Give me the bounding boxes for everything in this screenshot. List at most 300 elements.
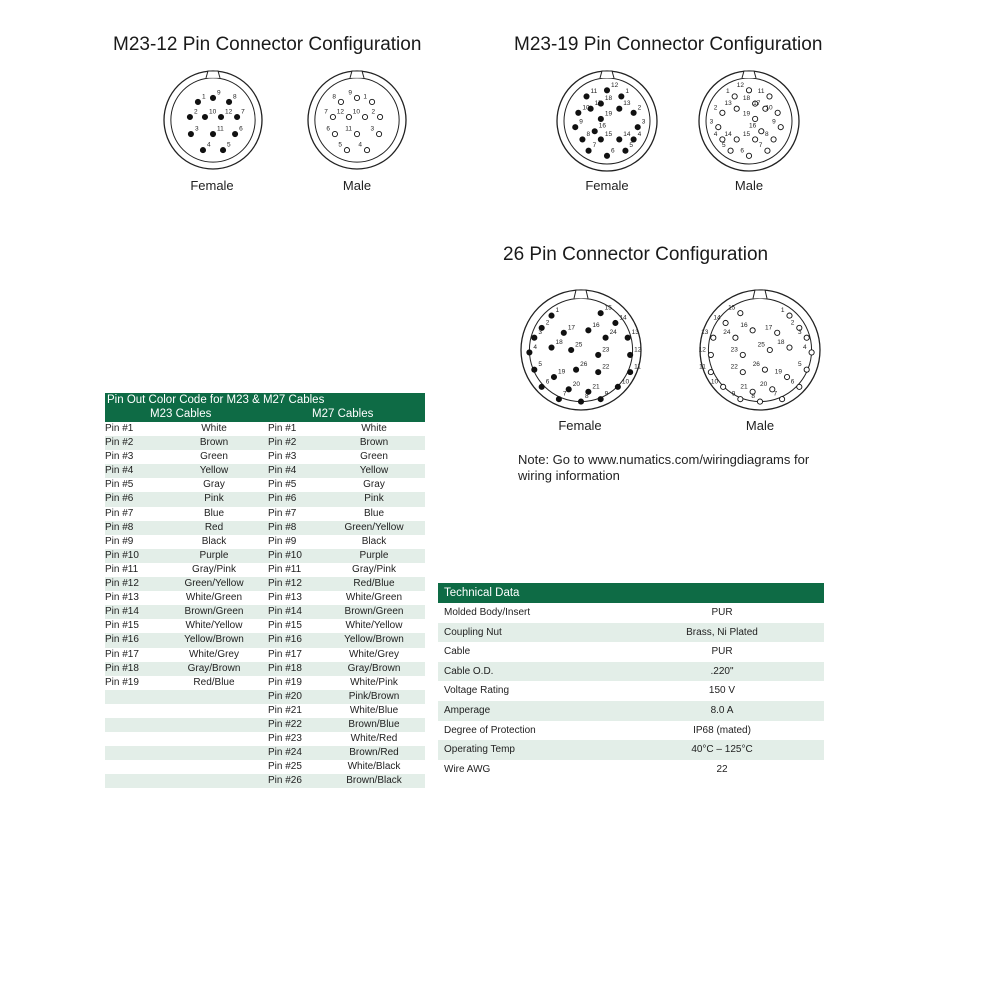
m23-color: White/Green (185, 592, 243, 604)
pin-number: 22 (730, 363, 738, 371)
spec-value: Brass, Ni Plated (686, 626, 758, 638)
m27-color: White (361, 423, 387, 434)
pin-number: 11 (217, 125, 224, 133)
pin-contact (598, 397, 603, 402)
pin-number: 8 (233, 93, 237, 101)
pin-contact (202, 114, 207, 119)
pin-contact (759, 129, 764, 134)
table-row (105, 732, 425, 746)
pin-contact (740, 370, 745, 375)
pin-number: 26 (580, 361, 588, 369)
m23-pin: Pin #4 (105, 465, 134, 477)
pin-contact (344, 148, 349, 153)
pin-number: 9 (217, 89, 221, 97)
pin-number: 7 (324, 108, 328, 116)
m23-color: Red/Blue (193, 676, 235, 688)
pin-number: 4 (358, 141, 363, 149)
m27-pin: Pin #14 (268, 606, 302, 618)
table-row (438, 740, 824, 760)
m23-color: Green (200, 451, 228, 463)
pin-number: 15 (604, 130, 613, 138)
m23-pin: Pin #8 (105, 521, 134, 533)
pin-number: 21 (740, 383, 748, 391)
pin-contact (623, 148, 628, 153)
m12-male-connector (307, 70, 407, 170)
pin-number: 4 (637, 130, 642, 138)
m23-color: Blue (203, 507, 224, 519)
pin-number: 24 (723, 329, 731, 337)
table-row (438, 662, 824, 682)
m23-color: Red (204, 521, 224, 533)
m23-19-title: M23-19 Pin Connector Configuration (514, 34, 823, 55)
pin-number: 12 (634, 346, 642, 354)
pin-number: 1 (625, 87, 629, 95)
pin-number: 6 (790, 378, 795, 386)
m27-pin: Pin #17 (268, 648, 302, 660)
pin-number: 1 (363, 93, 368, 101)
m27-color: Brown (359, 437, 389, 449)
pin-contact (598, 311, 603, 316)
m23-color: Purple (199, 549, 229, 561)
pin-number: 9 (579, 118, 583, 126)
m27-pin: Pin #18 (268, 662, 302, 674)
m27-pin: Pin #1 (268, 423, 297, 434)
pin-contact (625, 335, 630, 340)
pin-contact (804, 335, 809, 340)
pin-number: 26 (752, 361, 760, 369)
pin-number: 5 (538, 361, 542, 369)
pin-contact (377, 114, 382, 119)
m23-color: Black (201, 535, 227, 547)
pin-contact (187, 114, 192, 119)
pin-number: 10 (710, 378, 719, 386)
m23-color: Yellow (199, 465, 229, 477)
pin-contact (566, 387, 571, 392)
pin-number: 13 (724, 100, 732, 108)
m19-female-connector (556, 70, 658, 172)
p26-female-caption: Female (558, 418, 602, 433)
table-row (105, 478, 425, 492)
table-row (105, 704, 425, 718)
pin-number: 1 (726, 87, 730, 95)
pin-contact (604, 153, 609, 158)
m27-pin: Pin #25 (268, 761, 302, 773)
pin-number: 10 (352, 108, 361, 116)
table-row (105, 760, 425, 774)
pin-number: 8 (751, 393, 755, 401)
pin-contact (332, 131, 337, 136)
m23-pin (105, 690, 160, 704)
m27-pin: Pin #24 (268, 747, 302, 759)
pin-contact (728, 148, 733, 153)
pin-number: 2 (713, 104, 718, 112)
pin-number: 7 (241, 108, 245, 116)
m23-color (160, 746, 268, 760)
m23-cables-header: M23 Cables (150, 408, 212, 420)
connector-outer-ring (521, 290, 641, 410)
pin-contact (569, 347, 574, 352)
pin-contact (218, 114, 223, 119)
pin-contact (576, 110, 581, 115)
m27-pin: Pin #6 (268, 493, 297, 505)
pin-contact (746, 153, 751, 158)
pin-contact (720, 110, 725, 115)
m27-pin: Pin #11 (268, 563, 302, 575)
pin-contact (757, 399, 762, 404)
m27-color: White/Black (347, 761, 401, 773)
pin-contact (762, 367, 767, 372)
table-row (105, 746, 425, 760)
pin-number: 9 (772, 118, 776, 126)
m27-color: White/Grey (348, 648, 399, 660)
pin-contact (732, 94, 737, 99)
m23-color: Green/Yellow (184, 578, 244, 590)
pin-number: 12 (225, 108, 233, 116)
pin-number: 24 (609, 329, 617, 337)
pin-number: 2 (545, 319, 550, 327)
spec-value: 8.0 A (710, 704, 734, 716)
table-row (105, 450, 425, 464)
m23-pin (105, 746, 160, 760)
pin-contact (738, 311, 743, 316)
pin-contact (598, 116, 603, 121)
pin-contact (617, 106, 622, 111)
m27-cables-header: M27 Cables (312, 408, 374, 420)
m23-pin: Pin #9 (105, 535, 134, 547)
pin-number: 14 (623, 130, 631, 138)
m23-pin: Pin #12 (105, 578, 139, 590)
m27-pin: Pin #22 (268, 718, 302, 730)
m23-color (160, 760, 268, 774)
table-row (438, 623, 824, 643)
pin-number: 10 (765, 104, 773, 112)
pin-contact (604, 88, 609, 93)
spec-label: Operating Temp (444, 744, 515, 756)
m27-color: Black (361, 535, 387, 547)
spec-value: IP68 (mated) (693, 724, 751, 736)
pin-contact (711, 335, 716, 340)
pin-contact (188, 131, 193, 136)
pin-number: 11 (757, 87, 765, 95)
m27-color: Yellow (359, 465, 389, 477)
pin-contact (210, 131, 215, 136)
pin-contact (232, 131, 237, 136)
pin-contact (767, 94, 772, 99)
pin-contact (771, 137, 776, 142)
table-row (105, 436, 425, 450)
pin-number: 1 (780, 307, 785, 315)
pin-number: 13 (701, 329, 709, 337)
m27-color: White/Red (350, 733, 398, 745)
pin-number: 17 (764, 324, 773, 332)
pin-number: 6 (740, 147, 744, 155)
pin-contact (226, 99, 231, 104)
table-row (105, 648, 425, 662)
m27-pin: Pin #26 (268, 775, 302, 787)
pin-number: 13 (623, 100, 631, 108)
pin-number: 5 (338, 141, 342, 149)
m23-pin: Pin #10 (105, 549, 139, 561)
pin-number: 17 (567, 324, 576, 332)
pin-contact (573, 367, 578, 372)
m27-pin: Pin #13 (268, 592, 302, 604)
pin-contact (596, 370, 601, 375)
pin-contact (551, 374, 556, 379)
m27-color: Red/Blue (353, 578, 395, 590)
m27-pin: Pin #3 (268, 451, 297, 463)
m27-pin: Pin #21 (268, 704, 302, 716)
pin-number: 9 (731, 390, 736, 398)
pin-number: 17 (594, 100, 602, 108)
pin-number: 4 (802, 343, 807, 351)
pin-number: 19 (604, 110, 613, 118)
spec-value: PUR (711, 646, 733, 658)
pin-number: 3 (798, 329, 802, 337)
pin-contact (734, 106, 739, 111)
m27-pin: Pin #23 (268, 733, 302, 745)
m27-color: Blue (363, 507, 384, 519)
spec-value: 40°C – 125°C (691, 744, 753, 756)
pin-number: 12 (336, 108, 344, 116)
m27-color: Gray (363, 479, 385, 491)
m23-pin: Pin #5 (105, 479, 134, 491)
m27-pin: Pin #16 (268, 634, 302, 646)
connector-key-notch (742, 71, 756, 78)
pin-number: 25 (575, 341, 583, 349)
pin-contact (617, 137, 622, 142)
connector-key-notch (574, 290, 588, 298)
table-row (438, 642, 824, 662)
pin-contact (220, 148, 225, 153)
pin-contact (767, 347, 772, 352)
m27-pin: Pin #15 (268, 620, 302, 632)
m23-color: Pink (204, 493, 224, 505)
pin-number: 21 (592, 383, 600, 391)
m19-male-connector (698, 70, 800, 172)
m23-color: Yellow/Brown (184, 634, 244, 646)
spec-label: Amperage (444, 704, 491, 716)
table-row (438, 721, 824, 741)
pin-number: 4 (206, 141, 211, 149)
pin-out-rows (105, 422, 425, 788)
p26-male-caption: Male (745, 418, 775, 433)
pin-contact (708, 370, 713, 375)
pin-number: 15 (728, 304, 736, 312)
m27-pin: Pin #4 (268, 465, 297, 477)
pin-number: 1 (201, 93, 206, 101)
m23-pin: Pin #1 (105, 423, 134, 434)
pin-contact (234, 114, 239, 119)
m27-color: Brown/Blue (348, 718, 400, 730)
pin-number: 16 (592, 321, 600, 329)
pin-contact (613, 320, 618, 325)
pin-number: 16 (598, 122, 606, 130)
pin-number: 2 (371, 108, 376, 116)
m23-pin (105, 718, 160, 732)
m23-pin: Pin #6 (105, 493, 134, 505)
pin-number: 25 (757, 341, 765, 349)
pin-number: 16 (740, 321, 748, 329)
wiring-note: Note: Go to www.numatics.com/wiringdiagrams for wiring information (518, 452, 810, 483)
pin-contact (628, 370, 633, 375)
m19-male-caption: Male (734, 178, 764, 193)
m23-color: Brown/Green (184, 606, 244, 618)
m23-pin (105, 704, 160, 718)
technical-data-rows (438, 603, 824, 779)
pin-number: 5 (798, 361, 802, 369)
m23-pin: Pin #11 (105, 563, 139, 575)
m27-color: Brown/Red (349, 747, 399, 759)
pin-number: 3 (370, 125, 375, 133)
m23-pin: Pin #13 (105, 592, 139, 604)
pin-contact (586, 148, 591, 153)
pin-contact (362, 114, 367, 119)
pin-number: 3 (194, 125, 199, 133)
table-row (438, 760, 824, 780)
pin-contact (578, 399, 583, 404)
m27-color: Green (360, 451, 388, 463)
pin-contact (746, 88, 751, 93)
pin-contact (200, 148, 205, 153)
p26-title: 26 Pin Connector Configuration (503, 244, 769, 265)
spec-value: 150 V (708, 685, 736, 697)
pin-number: 6 (326, 125, 330, 133)
pin-number: 7 (592, 142, 597, 150)
pin-number: 12 (698, 346, 706, 354)
m27-pin: Pin #20 (268, 690, 302, 702)
pin-number: 4 (713, 130, 718, 138)
pin-number: 9 (348, 89, 352, 97)
pin-number: 19 (557, 368, 566, 376)
pin-contact (775, 330, 780, 335)
pin-number: 11 (345, 125, 352, 133)
pin-number: 6 (611, 147, 615, 155)
pin-number: 1 (555, 307, 560, 315)
spec-label: Cable O.D. (444, 665, 494, 677)
pin-contact (376, 131, 381, 136)
pin-contact (580, 137, 585, 142)
m23-color: Gray/Brown (187, 662, 241, 674)
m23-color (160, 690, 268, 704)
pin-number: 20 (572, 380, 580, 388)
spec-value: PUR (711, 607, 733, 618)
pin-contact (346, 114, 351, 119)
pin-contact (809, 350, 814, 355)
table-row (105, 633, 425, 647)
m27-pin: Pin #12 (268, 578, 302, 590)
table-row (105, 535, 425, 549)
spec-label: Cable (444, 646, 471, 658)
spec-label: Molded Body/Insert (444, 607, 531, 618)
table-row (105, 507, 425, 521)
pin-number: 8 (332, 93, 336, 101)
pin-number: 9 (604, 390, 609, 398)
pin-contact (787, 313, 792, 318)
spec-value: 22 (716, 763, 728, 775)
pin-contact (787, 345, 792, 350)
pin-contact (631, 110, 636, 115)
m23-pin (105, 760, 160, 774)
pin-number: 10 (208, 108, 217, 116)
m27-pin: Pin #7 (268, 507, 297, 519)
pin-number: 20 (760, 380, 768, 388)
pin-contact (561, 330, 566, 335)
m23-color: White (201, 423, 227, 434)
pin-contact (539, 384, 544, 389)
m12-male-caption: Male (342, 178, 372, 193)
m27-color: White/Green (345, 592, 403, 604)
pin-number: 18 (777, 339, 785, 347)
pin-number: 7 (773, 390, 778, 398)
m27-color: Gray/Brown (347, 662, 401, 674)
pin-contact (527, 350, 532, 355)
pin-number: 10 (582, 104, 590, 112)
pin-contact (364, 148, 369, 153)
pin-number: 12 (611, 81, 619, 89)
pin-number: 11 (634, 363, 641, 371)
pin-number: 16 (749, 122, 757, 130)
m23-pin: Pin #7 (105, 507, 134, 519)
connector-key-notch (350, 71, 364, 78)
pin-contact (628, 352, 633, 357)
m23-12-title: M23-12 Pin Connector Configuration (113, 34, 422, 55)
pin-contact (723, 320, 728, 325)
pin-number: 14 (619, 314, 627, 322)
pin-number: 2 (790, 319, 795, 327)
pin-number: 10 (621, 378, 630, 386)
pin-number: 19 (774, 368, 783, 376)
m23-pin: Pin #16 (105, 634, 139, 646)
connector-key-notch (600, 71, 614, 78)
pin-number: 8 (586, 130, 591, 138)
m27-color: White/Pink (350, 676, 398, 688)
m23-color: Gray (203, 479, 225, 491)
pin-contact (586, 328, 591, 333)
technical-data-table (438, 583, 824, 779)
pin-contact (532, 335, 537, 340)
m23-color (160, 704, 268, 718)
connector-outer-ring (308, 71, 406, 169)
m27-color: Pink (364, 493, 384, 505)
table-row (105, 718, 425, 732)
pin-number: 3 (538, 329, 542, 337)
pin-contact (603, 335, 608, 340)
m23-pin: Pin #2 (105, 437, 134, 449)
pin-contact (804, 367, 809, 372)
pin-number: 18 (555, 339, 563, 347)
pin-contact (775, 110, 780, 115)
pin-contact (721, 384, 726, 389)
pin-number: 5 (721, 142, 726, 150)
pin-number: 6 (239, 125, 243, 133)
m27-color: Gray/Pink (352, 563, 396, 575)
table-row (105, 577, 425, 591)
p26-male-connector (699, 289, 821, 411)
pin-number: 8 (764, 130, 769, 138)
connector-outer-ring (164, 71, 262, 169)
pin-contact (195, 99, 200, 104)
pin-contact (210, 95, 215, 100)
pin-out-table (105, 393, 425, 788)
m23-color (160, 732, 268, 746)
pin-contact (734, 137, 739, 142)
m23-pin: Pin #17 (105, 648, 139, 660)
m27-color: White/Blue (349, 704, 399, 716)
m27-color: Yellow/Brown (344, 634, 404, 646)
pin-contact (708, 352, 713, 357)
table-row (105, 549, 425, 563)
m27-pin: Pin #10 (268, 549, 302, 561)
